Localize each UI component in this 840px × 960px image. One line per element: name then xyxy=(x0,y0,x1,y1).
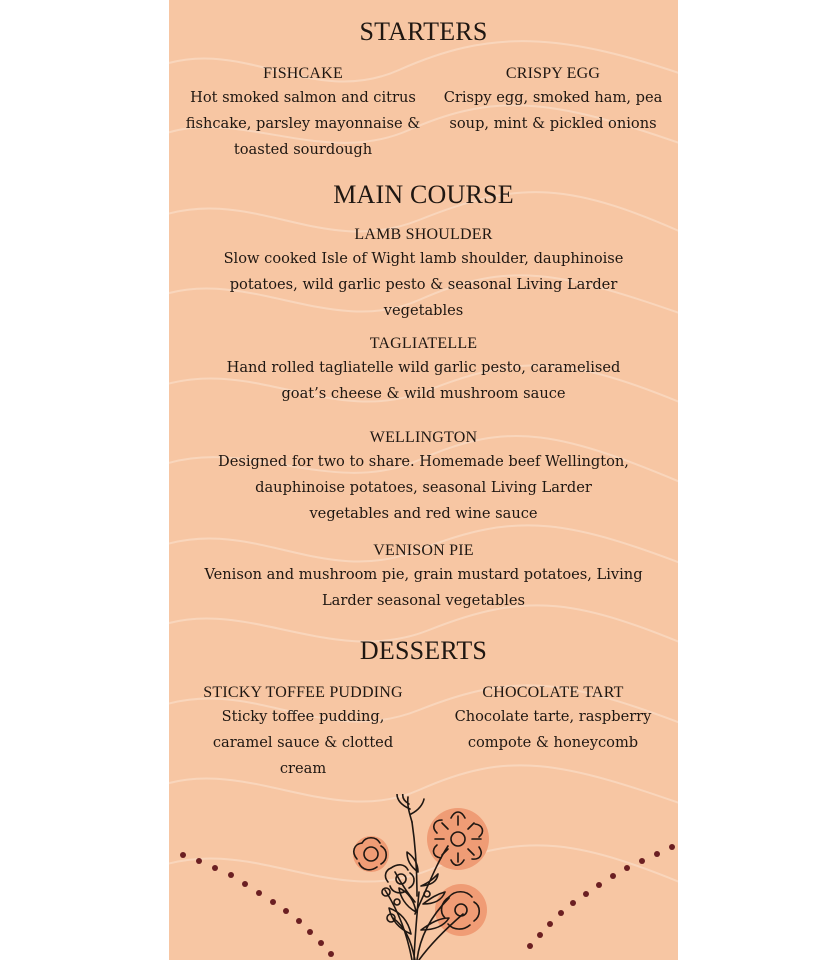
main-item-venison-pie xyxy=(191,541,656,614)
dish-description: Sticky toffee pudding, caramel sauce & clotted cream xyxy=(212,708,394,777)
menu-card xyxy=(169,0,678,960)
dish-name: TAGLIATELLE xyxy=(369,335,478,352)
dessert-item-sticky-toffee-pudding xyxy=(189,683,417,782)
dish-name: CRISPY EGG xyxy=(505,65,601,82)
main-item-lamb-shoulder xyxy=(207,225,640,324)
dish-name: FISHCAKE xyxy=(263,65,343,82)
starter-item-fishcake xyxy=(183,64,423,163)
dish-description: Crispy egg, smoked ham, pea soup, mint & pickled onions xyxy=(443,89,663,132)
dish-name: WELLINGTON xyxy=(369,429,478,446)
starters-heading: STARTERS xyxy=(359,17,488,46)
dish-name: STICKY TOFFEE PUDDING xyxy=(203,684,403,701)
dish-description: Venison and mushroom pie, grain mustard potatoes, Living Larder seasonal vegetables xyxy=(204,566,643,609)
dish-description: Hand rolled tagliatelle wild garlic pesto, caramelised goat’s cheese & wild mushroom sauce xyxy=(226,359,621,402)
dish-description: Chocolate tarte, raspberry compote & honeycomb xyxy=(454,708,652,751)
main-course-heading: MAIN COURSE xyxy=(333,180,514,209)
dish-name: VENISON PIE xyxy=(373,542,474,559)
dish-name: LAMB SHOULDER xyxy=(354,226,493,243)
dish-description: Designed for two to share. Homemade beef Wellington, dauphinoise potatoes, seasonal Living Larder vegetables and red wine sauce xyxy=(218,453,629,522)
floral-bouquet-icon xyxy=(337,794,507,960)
main-item-tagliatelle xyxy=(211,334,636,407)
dish-description: Slow cooked Isle of Wight lamb shoulder, dauphinoise potatoes, wild garlic pesto & seasonal Living Larder vegetables xyxy=(223,250,624,319)
main-item-wellington xyxy=(217,428,630,527)
dish-name: CHOCOLATE TART xyxy=(482,684,624,701)
dessert-item-chocolate-tart xyxy=(439,683,667,756)
desserts-heading: DESSERTS xyxy=(359,636,488,665)
dish-description: Hot smoked salmon and citrus fishcake, parsley mayonnaise & toasted sourdough xyxy=(185,89,421,158)
starter-item-crispy-egg xyxy=(437,64,669,137)
